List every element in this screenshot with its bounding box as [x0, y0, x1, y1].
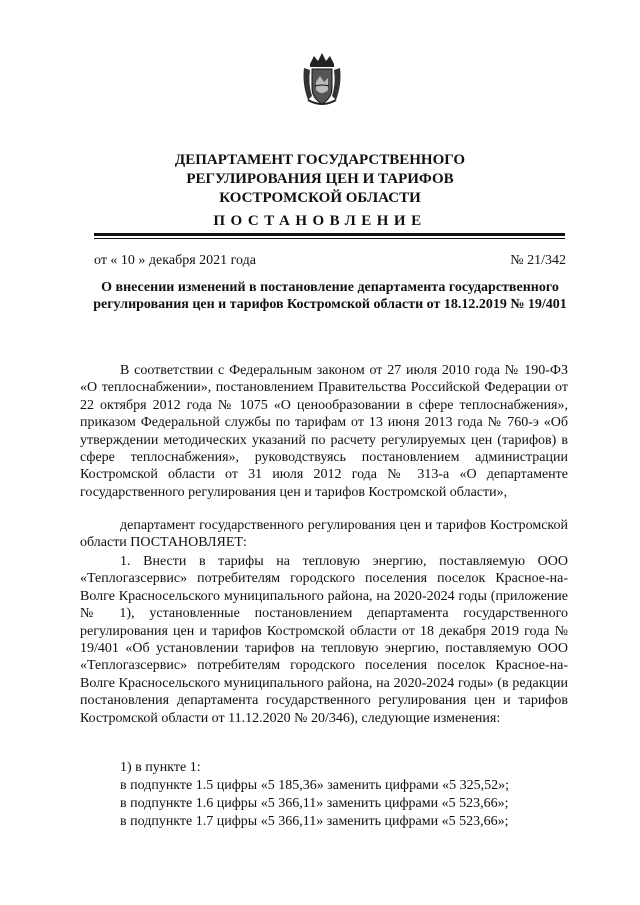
department-name-line-2: РЕГУЛИРОВАНИЯ ЦЕН И ТАРИФОВ	[186, 171, 454, 187]
paragraph-item-1: 1. Внести в тарифы на тепловую энергию, поставляемую ООО «Теплогазсервис» потребителям городского поселения поселок Красное-на-Волге Красносельского муниципального района, на 2020-2024 годы (приложение № 1), установленные постановлением департамента государственного регулирования цен и тарифов Костромской области от 18 декабря 2019 года № 19/401 «Об установлении тарифов на тепловую энергию, поставляемую ООО «Теплогазсервис» потребителям городского поселения поселок Красное-на-Волге Красносельского муниципального района, на 2020-2024 годы» (в редакции постановления департамента государственного регулирования цен и тарифов Костромской области от 11.12.2020 № 20/346), следующие изменения:	[80, 554, 568, 726]
document-type-title: ПОСТАНОВЛЕНИЕ	[213, 213, 427, 229]
header-divider-thin	[94, 238, 565, 239]
amendment-line: 1) в пункте 1:	[120, 760, 201, 775]
department-name-line-1: ДЕПАРТАМЕНТ ГОСУДАРСТВЕННОГО	[174, 152, 466, 168]
paragraph-decision: департамент государственного регулирования цен и тарифов Костромской области ПОСТАНОВЛЯЕТ:	[80, 518, 568, 551]
department-name-line-3: КОСТРОМСКОЙ ОБЛАСТИ	[219, 190, 421, 206]
document-number: № 21/342	[510, 253, 566, 268]
header-divider-thick	[94, 233, 565, 236]
amendment-line: в подпункте 1.7 цифры «5 366,11» заменить цифрами «5 523,66»;	[120, 814, 509, 829]
coat-of-arms-icon	[300, 50, 344, 108]
paragraph-intro: В соответствии с Федеральным законом от 27 июля 2010 года № 190-ФЗ «О теплоснабжении», постановлением Правительства Российской Федерации от 22 октября 2012 года № 1075 «О ценообразовании в сфере теплоснабжения», приказом Федеральной службы по тарифам от 13 июня 2013 года № 760-э «Об утверждении методических указаний по расчету регулируемых цен (тарифов) в сфере теплоснабжения», руководствуясь постановлением администрации Костромской области от 31 июля 2012 года № 313-а «О департаменте государственного регулирования цен и тарифов Костромской области»,	[80, 363, 568, 500]
document-subject: О внесении изменений в постановление департамента государственного регулирования цен и тарифов Костромской области от 18.12.2019 № 19/401	[93, 280, 567, 312]
amendment-line: в подпункте 1.6 цифры «5 366,11» заменить цифрами «5 523,66»;	[120, 796, 509, 811]
amendment-line: в подпункте 1.5 цифры «5 185,36» заменить цифрами «5 325,52»;	[120, 778, 510, 793]
document-date: от « 10 » декабря 2021 года	[94, 253, 256, 268]
